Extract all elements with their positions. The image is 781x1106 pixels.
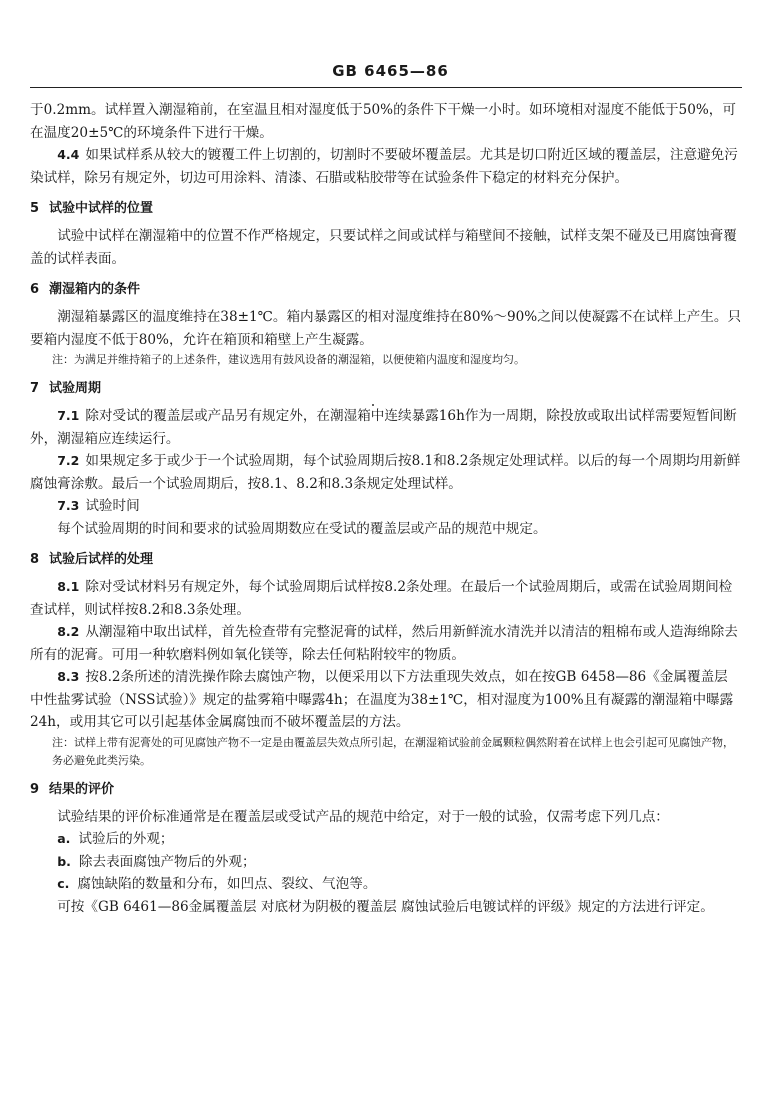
paragraph-4-3-cont: 于0.2mm。试样置入潮湿箱前，在室温且相对湿度低于50%的条件下干燥一小时。如环境相对湿度不能低于50%，可在温度20±5℃的环境条件下进行干燥。	[30, 102, 736, 141]
clause-title: 试验时间	[85, 498, 140, 514]
clause-8-1	[30, 576, 742, 621]
section-6-heading	[30, 280, 742, 300]
clause-number: 8.2	[57, 624, 80, 639]
clause-8-3	[30, 666, 742, 734]
section-number: 9	[30, 781, 40, 797]
clause-text: 如果规定多于或少于一个试验周期，每个试验周期后按8.1和8.2条规定处理试样。以后的每一个周期均用新鲜腐蚀膏涂敷。最后一个试验周期后，按8.1、8.2和8.3条规定处理试样。	[30, 453, 741, 492]
section-number: 5	[30, 201, 40, 216]
clause-text: 除对受试材料另有规定外，每个试验周期后试样按8.2条处理。在最后一个试验周期后，或需在试验周期间检查试样，则试样按8.2和8.3条处理。	[30, 579, 733, 618]
list-item-label: b.	[57, 853, 71, 869]
header-rule	[30, 87, 742, 88]
section-title: 试验周期	[49, 381, 102, 396]
section-5-paragraph: 试验中试样在潮湿箱中的位置不作严格规定，只要试样之间或试样与箱壁间不接触，试样支架不碰及已用腐蚀膏覆盖的试样表面。	[30, 228, 737, 267]
clause-7-3-text: 每个试验周期的时间和要求的试验周期数应在受试的覆盖层或产品的规范中规定。	[57, 520, 547, 537]
clause-number: 7.2	[57, 453, 80, 468]
section-6-note: 注：为满足并维持箱子的上述条件，建议选用有鼓风设备的潮湿箱，以便使箱内温度和湿度均匀。	[52, 353, 525, 366]
section-9-closing-paragraph: 可按《GB 6461—86金属覆盖层 对底材为阴极的覆盖层 腐蚀试验后电镀试样的评级》规定的方法进行评定。	[57, 898, 714, 915]
clause-8-2	[30, 621, 742, 666]
clause-text: 按8.2条所述的清洗操作除去腐蚀产物，以便采用以下方法重现失效点，如在按GB 6458—86《金属覆盖层 中性盐雾试验（NSS试验）》规定的盐雾箱中曝露4h；在温度为38±1℃，相对湿度为100%且有凝露的潮湿箱中曝露24h，或用其它可以引起基体金属腐蚀而不破坏覆盖层的方法。	[30, 669, 734, 730]
clause-text: 从潮湿箱中取出试样，首先检查带有完整泥膏的试样，然后用新鲜流水清洗并以清洁的粗棉布或人造海绵除去所有的泥膏。可用一种软磨料例如氧化镁等，除去任何粘附较牢的物质。	[30, 624, 738, 663]
section-9-heading	[30, 780, 742, 800]
list-item-text: 试验后的外观；	[78, 831, 174, 847]
list-item	[30, 873, 742, 896]
section-7-heading	[30, 379, 742, 399]
section-number: 7	[30, 381, 40, 396]
section-title: 结果的评价	[49, 781, 115, 797]
list-item-label: c.	[57, 876, 70, 891]
document-body	[30, 99, 742, 918]
section-5-heading	[30, 199, 742, 219]
section-title: 潮湿箱内的条件	[49, 282, 141, 297]
clause-7-3-heading	[30, 495, 742, 518]
list-item-text: 腐蚀缺陷的数量和分布，如凹点、裂纹、气泡等。	[77, 876, 377, 892]
section-title: 试验后试样的处理	[49, 552, 154, 567]
clause-4-4	[30, 144, 742, 189]
list-item	[30, 828, 742, 851]
section-number: 6	[30, 282, 40, 297]
section-6-paragraph: 潮湿箱暴露区的温度维持在38±1℃。箱内暴露区的相对湿度维持在80%～90%之间以使凝露不在试样上产生。只要箱内湿度不低于80%，允许在箱顶和箱壁上产生凝露。	[30, 309, 742, 348]
clause-number: 7.3	[57, 498, 80, 513]
clause-7-1	[30, 405, 742, 450]
clause-number: 8.1	[57, 579, 80, 594]
section-9-paragraph: 试验结果的评价标准通常是在覆盖层或受试产品的规范中给定，对于一般的试验，仅需考虑下列几点：	[57, 808, 669, 825]
list-item	[30, 851, 742, 874]
clause-number: 7.1	[57, 408, 80, 423]
clause-text: 如果试样系从较大的镀覆工件上切割的，切割时不要破坏覆盖层。尤其是切口附近区域的覆盖层，注意避免污染试样，除另有规定外，切边可用涂料、清漆、石腊或粘胶带等在试验条件下稳定的材料充分保护。	[30, 147, 738, 186]
page-header: GB 6465—86	[332, 62, 449, 80]
list-item-label: a.	[57, 831, 71, 846]
clause-7-2	[30, 450, 742, 495]
section-number: 8	[30, 552, 40, 567]
section-8-note: 注：试样上带有泥膏处的可见腐蚀产物不一定是由覆盖层失效点所引起，在潮湿箱试验前金属颗粒偶然附着在试样上也会引起可见腐蚀产物，务必避免此类污染。	[52, 735, 734, 767]
list-item-text: 除去表面腐蚀产物后的外观；	[78, 853, 256, 870]
section-8-heading	[30, 550, 742, 570]
section-title: 试验中试样的位置	[49, 201, 154, 216]
clause-number: 4.4	[57, 147, 80, 162]
clause-number: 8.3	[57, 669, 80, 684]
clause-text: 除对受试的覆盖层或产品另有规定外，在潮湿箱中连续暴露16h作为一周期，除投放或取出试样需要短暂间断外，潮湿箱应连续运行。	[30, 408, 737, 447]
